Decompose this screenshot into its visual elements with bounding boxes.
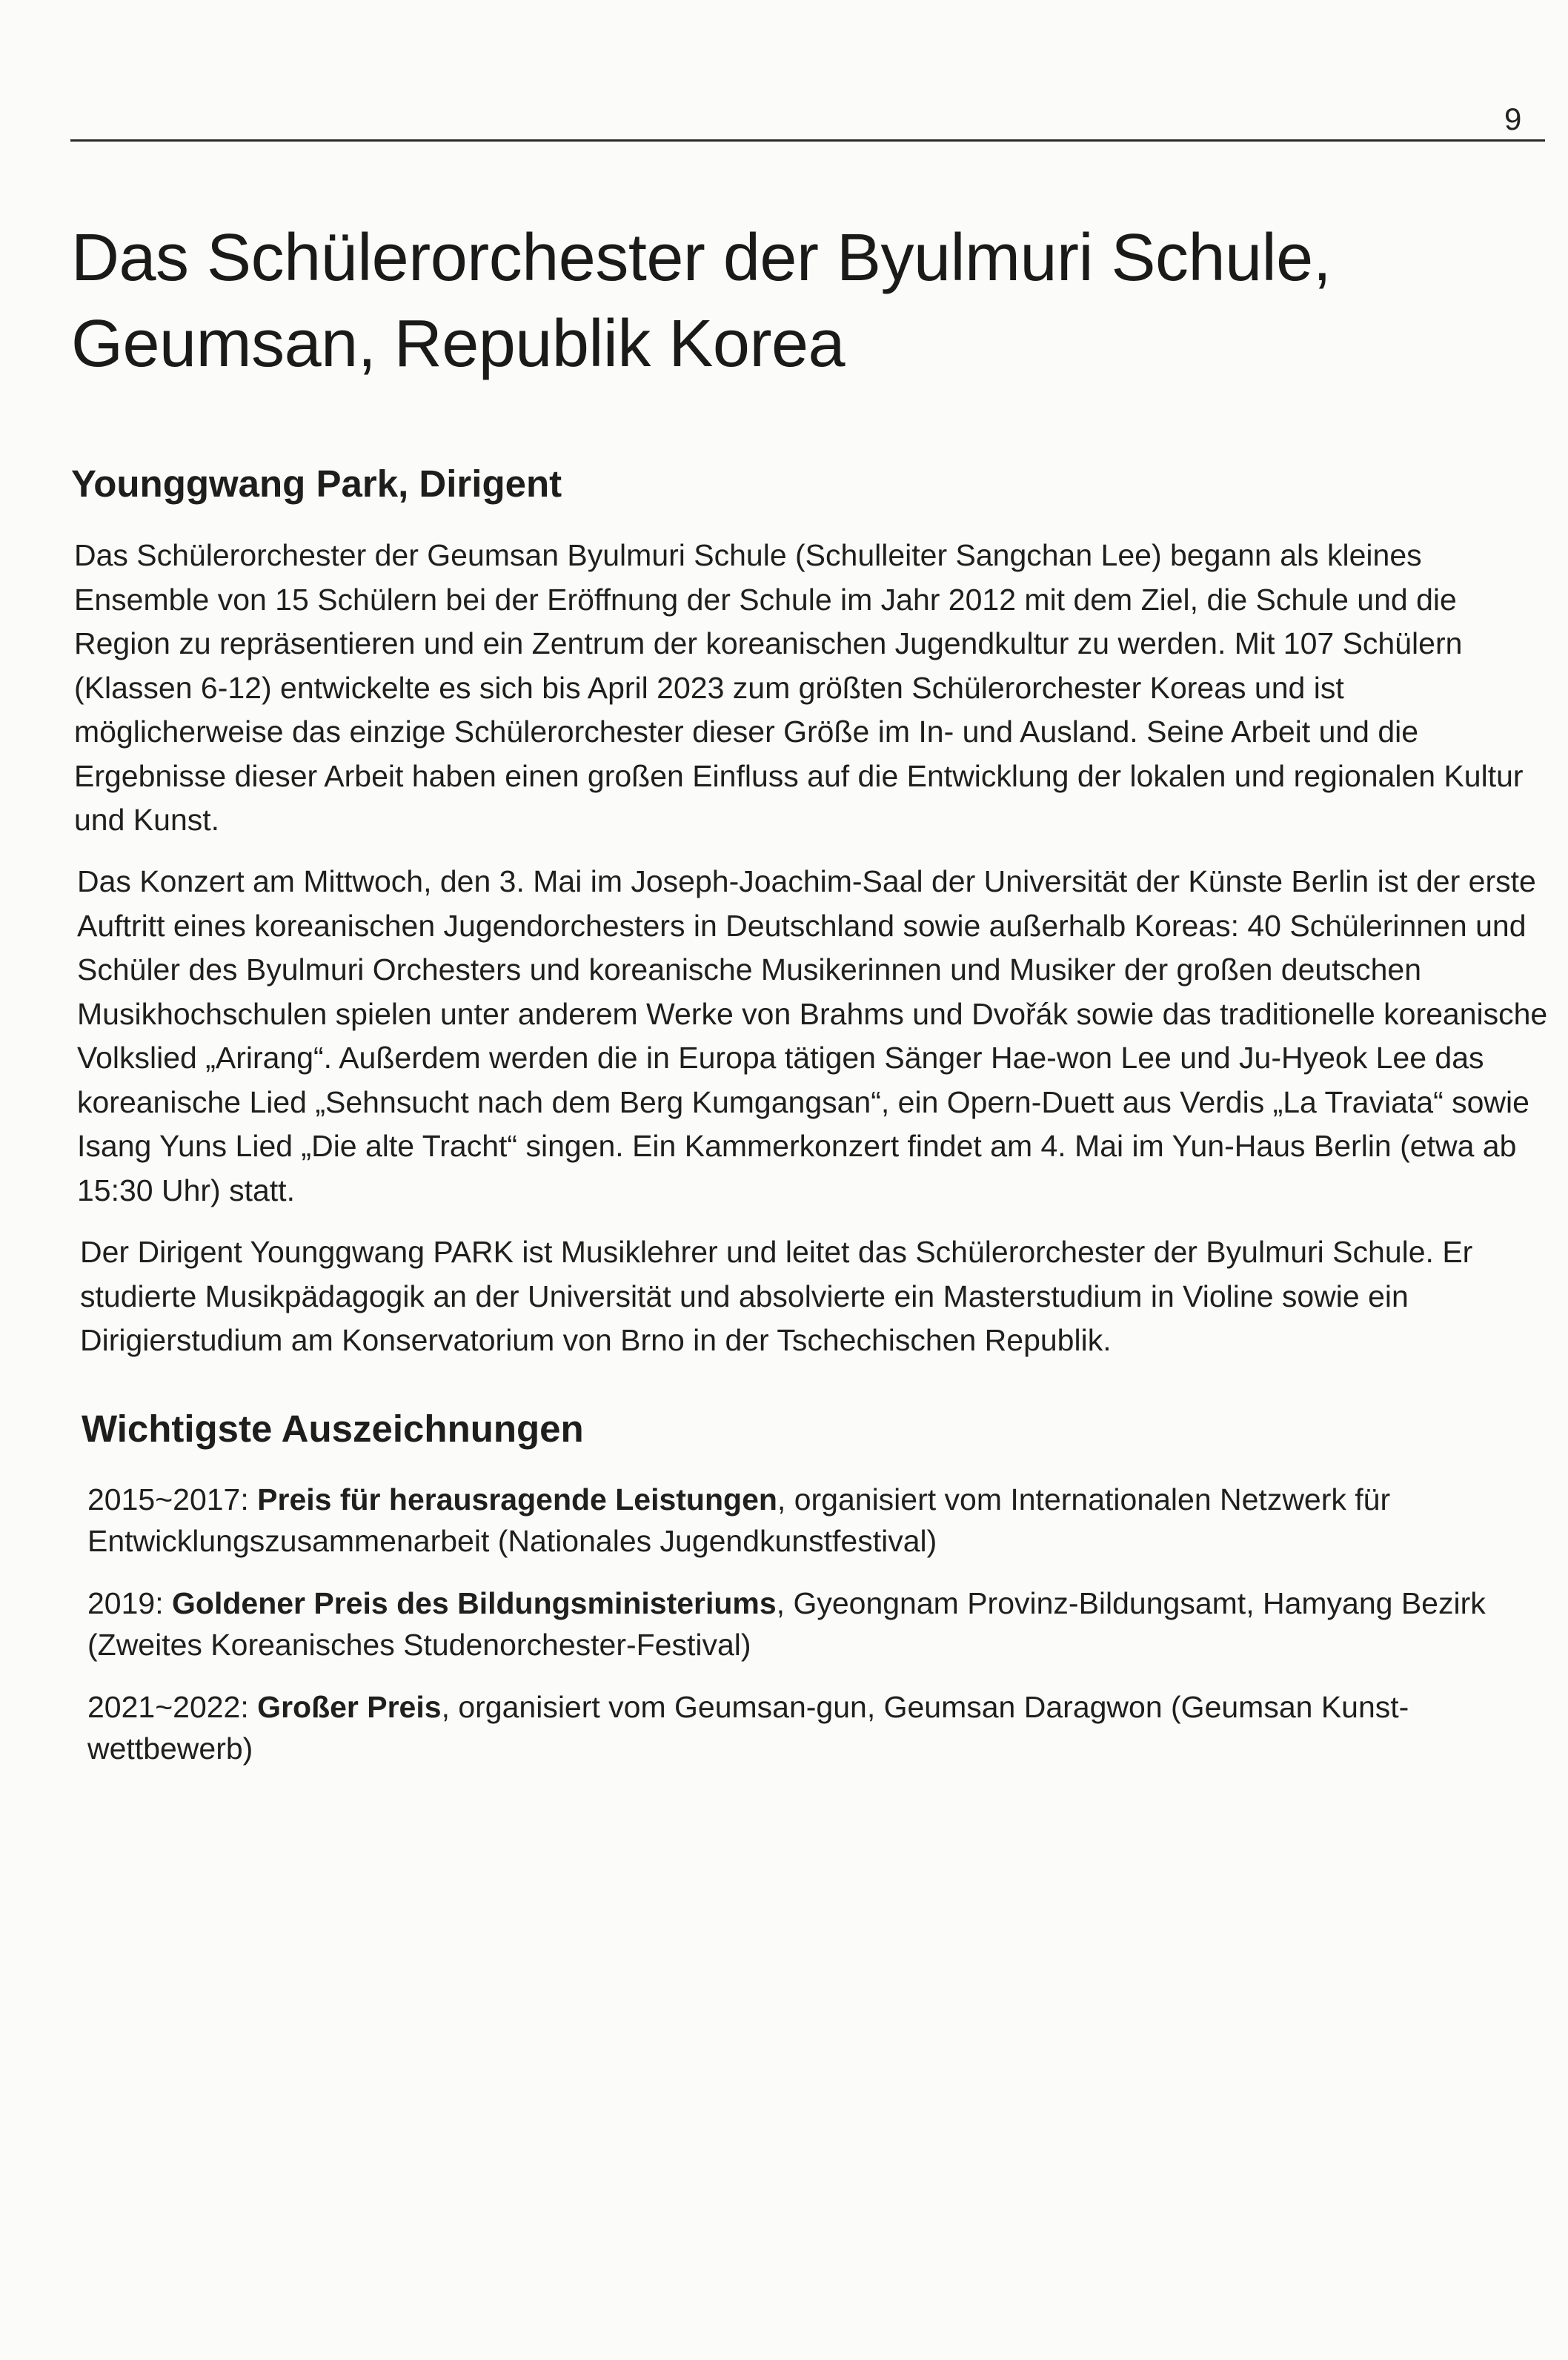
award-years: 2015~2017: bbox=[87, 1482, 249, 1517]
award-details: , organisiert vom Internationalen Netzwerk für Entwicklungszusammenarbeit (Nationales Jugendkunstfestival) bbox=[87, 1482, 1391, 1558]
award-details: , organisiert vom Geumsan-gun, Geumsan Daragwon (Geumsan Kunstwettbewerb) bbox=[87, 1690, 1409, 1766]
conductor-heading: Younggwang Park, Dirigent bbox=[71, 463, 562, 505]
award-prize: Großer Preis bbox=[257, 1690, 442, 1724]
paragraph-orchestra-history: Das Schülerorchester der Geumsan Byulmuri Schule (Schulleiter Sangchan Lee) begann als kleines Ensemble von 15 Schülern bei der Eröffnung der Schule im Jahr 2012 mit dem Ziel, die Schule und die Region zu repräsentieren und ein Zentrum der koreanischen Jugendkultur zu werden. Mit 107 Schülern (Klassen 6-12) entwickelte es sich bis April 2023 zum größten Schülerorchester Koreas und ist möglicherweise das einzige Schülerorchester dieser Größe im In- und Ausland. Seine Arbeit und die Ergebnisse dieser Arbeit haben einen großen Einfluss auf die Entwicklung der lokalen und regionalen Kultur und Kunst. bbox=[74, 538, 1524, 837]
header-rule bbox=[70, 139, 1545, 142]
award-years: 2019: bbox=[87, 1586, 164, 1620]
paragraph-concert: Das Konzert am Mittwoch, den 3. Mai im Joseph-Joachim-Saal der Universität der Künste Berlin ist der erste Auftritt eines koreanischen Jugendorchesters in Deutschland sowie außerhalb Koreas: 40 Schülerinnen und Schüler des Byulmuri Orchesters und koreanische Musikerinnen und Musiker der großen deutschen Musikhochschulen spielen unter anderem Werke von Brahms und Dvořák sowie das traditionelle koreanische Volkslied „Arirang“. Außerdem werden die in Europa tätigen Sänger Hae-won Lee und Ju-Hyeok Lee das koreanische Lied „Sehnsucht nach dem Berg Kumgangsan“, ein Opern-Duett aus Verdis „La Traviata“ sowie Isang Yuns Lied „Die alte Tracht“ singen. Ein Kammerkonzert findet am 4. Mai im Yun-Haus Berlin (etwa ab 15:30 Uhr) statt. bbox=[77, 864, 1548, 1207]
award-years: 2021~2022: bbox=[87, 1690, 249, 1724]
award-prize: Preis für herausragende Leistungen bbox=[257, 1482, 777, 1517]
award-prize: Goldener Preis des Bildungsministeriums bbox=[172, 1586, 777, 1620]
page-title: Das Schülerorchester der Byulmuri Schule, Geumsan, Republik Korea bbox=[71, 221, 1332, 381]
award-item bbox=[87, 1479, 1540, 1562]
award-item bbox=[87, 1686, 1540, 1769]
page-number: 9 bbox=[1504, 102, 1522, 136]
award-item bbox=[87, 1582, 1540, 1665]
awards-heading: Wichtigste Auszeichnungen bbox=[82, 1408, 584, 1450]
paragraph-conductor-bio: Der Dirigent Younggwang PARK ist Musiklehrer und leitet das Schülerorchester der Byulmuri Schule. Er studierte Musikpädagogik an der Universität und absolvierte ein Masterstudium in Violine sowie ein Dirigierstudium am Konservatorium von Brno in der Tschechischen Republik. bbox=[80, 1235, 1473, 1357]
award-details: , Gyeongnam Provinz-Bildungsamt, Hamyang Bezirk (Zweites Koreanisches Studenorchester-Festival) bbox=[87, 1586, 1486, 1662]
